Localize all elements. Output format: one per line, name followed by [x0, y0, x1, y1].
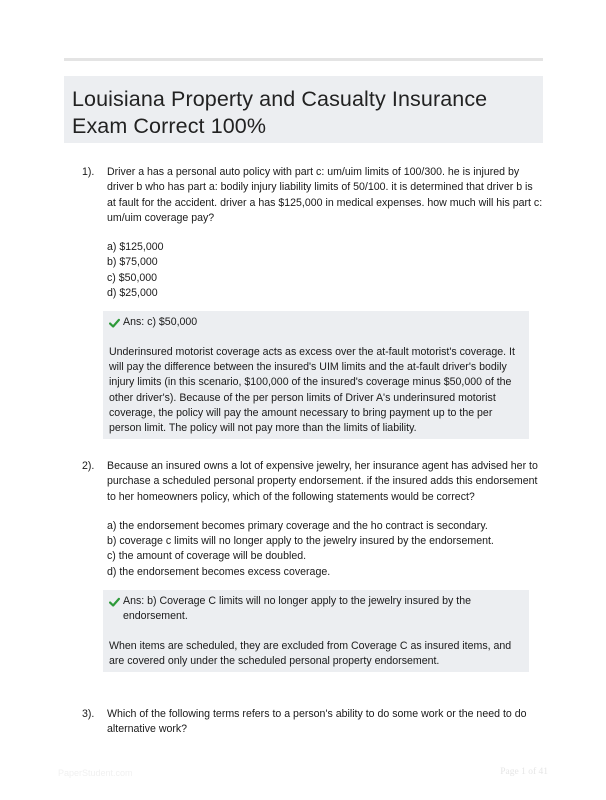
option-c: c) $50,000 [107, 271, 158, 284]
option-d: d) the endorsement becomes excess coverage. [107, 565, 331, 578]
page-number: Page 1 of 41 [500, 767, 548, 777]
question-text: Which of the following terms refers to a person's ability to do some work or the need to do alternative work? [107, 708, 527, 736]
option-d: d) $25,000 [107, 287, 158, 300]
question-text: Driver a has a personal auto policy with part c: um/uim limits of 100/300. he is injured by driver b who has part a: bodily injury liability limits of 50/100. it is determined that driver b is at fault for the accident. driver a has $125,000 in medical expenses. how much will his part c: um/uim coverage pay? [107, 166, 543, 224]
option-a: a) the endorsement becomes primary coverage and the ho contract is secondary. [107, 519, 488, 532]
option-b: b) $75,000 [107, 256, 158, 269]
check-icon [109, 596, 120, 608]
option-b: b) coverage c limits will no longer apply to the jewelry insured by the endorsement. [107, 535, 494, 548]
page-title: Louisiana Property and Casualty Insurance Exam Correct 100% [72, 87, 488, 138]
question-number: 2). [82, 460, 95, 472]
title-banner [64, 76, 543, 143]
check-icon [109, 317, 120, 329]
question-2 [64, 459, 543, 672]
answer-box [103, 590, 529, 672]
question-text: Because an insured owns a lot of expensive jewelry, her insurance agent has advised her to purchase a scheduled personal property endorsement. if the insured adds this endorsement to her homeowners policy, which of the following statements would be correct? [107, 460, 538, 503]
option-a: a) $125,000 [107, 241, 164, 254]
top-divider [64, 58, 543, 61]
options-list [107, 519, 543, 580]
answer-text: Ans: c) $50,000 [123, 316, 198, 329]
option-c: c) the amount of coverage will be doubled. [107, 550, 307, 563]
footer-watermark: PaperStudent.com [58, 768, 133, 778]
answer-text: Ans: b) Coverage C limits will no longer apply to the jewelry insured by the endorsement. [123, 595, 471, 623]
question-3 [64, 707, 543, 738]
question-number: 1). [82, 166, 95, 178]
answer-explanation: Underinsured motorist coverage acts as excess over the at-fault motorist's coverage. It will pay the difference between the insured's UIM limits and the at-fault driver's bodily injury limits (in this scenario, $100,000 of the insured's coverage minus $50,000 of the other driver's). Because of the per person limits of Driver A's underinsured motorist coverage, the policy will pay the amount necessary to bring payment up to the per person limit. The policy will not pay more than the limits of liability. [109, 345, 515, 435]
answer-explanation: When items are scheduled, they are excluded from Coverage C as insured items, and are covered only under the scheduled personal property endorsement. [109, 639, 512, 667]
answer-box [103, 311, 529, 439]
question-1 [64, 165, 543, 439]
options-list [107, 240, 543, 301]
question-number: 3). [82, 708, 95, 720]
